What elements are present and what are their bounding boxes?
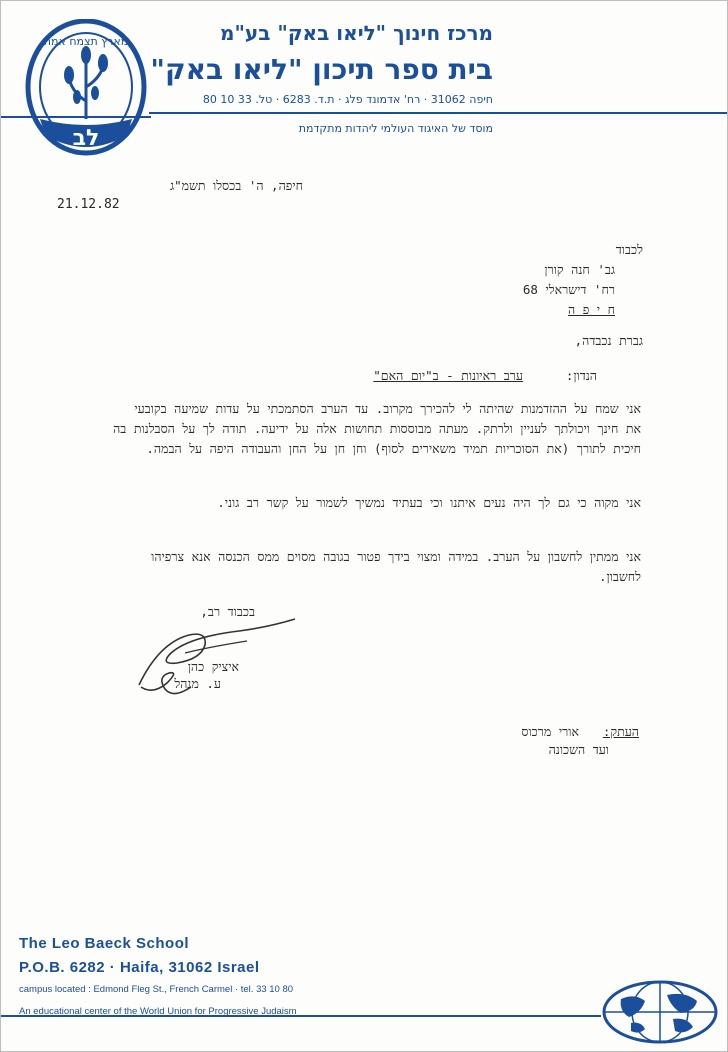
footer-affiliation: An educational center of the World Union for Progressive Judaism [19, 1006, 297, 1017]
paragraph-2: אני מקוה כי גם לך היה נעים איתנו וכי בעתיד נמשיך לשמור על קשר רב גוני. [217, 495, 641, 510]
letterhead-divider-left [1, 116, 151, 118]
paragraph-3: אני ממתין לחשבון על הערב. במידה ומצוי בידך פטור בגובה מסוים ממס הכנסה אנא צרפיהו לחשבון. [151, 549, 641, 584]
letterhead-org-name: מרכז חינוך "ליאו באק" בע"מ [220, 21, 493, 45]
date-hebrew: חיפה, ה' בכסלו תשמ"ג [169, 178, 303, 193]
cc-recipient-1: אורי מרכוס [521, 724, 579, 739]
letterhead-school-name: בית ספר תיכון "ליאו באק" [150, 53, 493, 86]
signer-title: ע. מנהל [174, 676, 221, 691]
cc-label: העתק: [602, 724, 639, 739]
school-logo-icon [23, 19, 149, 159]
footer-campus: campus located : Edmond Fleg St., French Carmel · tel. 33 10 80 [19, 984, 294, 995]
cc-recipient-2: ועד השכונה [548, 742, 609, 757]
footer-school-name: The Leo Baeck School [19, 935, 190, 952]
recipient-name: גב' חנה קורן [544, 262, 615, 277]
date-gregorian: 21.12.82 [57, 197, 120, 212]
recipient-street: רח' דישראלי 68 [522, 282, 615, 297]
signer-name: איציק כהן [187, 659, 239, 674]
footer-pob: P.O.B. 6282 · Haifa, 31062 Israel [19, 959, 260, 976]
subject-text: ערב ראיונות - ב"יום האם" [373, 368, 523, 383]
paragraph-1: אני שמח על ההזדמנות שהיתה לי להכירך מקרוב. עד הערב הסתמכתי על עדות שמיעה בקובעי את חינך ויכולתך לעניין ולרתק. מעתה מבוססות תחושות אלה על ידיעה. תודה לך על הסבלנות בה חיכית לתורך (את הסוכריות תמיד משאירים לסוף) וחן חן על החן והעבודה היפה על הבמה. [113, 401, 641, 456]
to-label: לכבוד [615, 242, 643, 257]
logo-ring-text: מארץ תצמח אמת [43, 35, 129, 48]
globe-icon [601, 979, 719, 1045]
closing: בכבוד רב, [200, 604, 255, 619]
recipient-city: ח י פ ה [568, 302, 615, 317]
logo-letters: לב [72, 126, 100, 151]
letterhead-address: חיפה 31062 · רח' אדמונד פלג · ת.ד. 6283 · טל. 33 10 80 [202, 93, 493, 106]
subject-label: הנדון: [565, 368, 597, 383]
letterhead-subtitle: מוסד של האיגוד העולמי ליהדות מתקדמת [298, 122, 493, 135]
salutation: גברת נכבדה, [574, 333, 643, 348]
letterhead-divider [149, 112, 727, 114]
